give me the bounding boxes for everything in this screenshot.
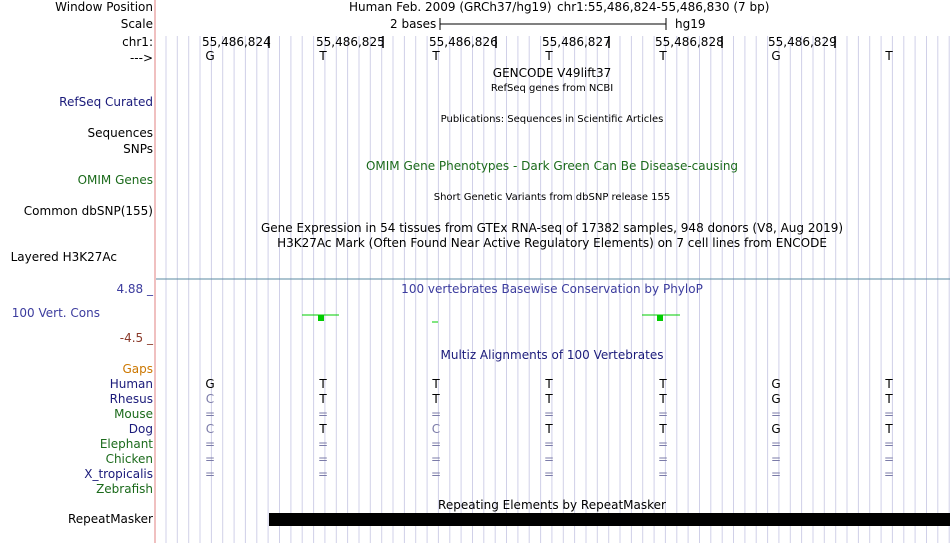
alignment-base: T [432,377,440,391]
sequence-base: T [659,49,667,63]
species-label[interactable]: Dog [128,422,153,436]
alignment-base: = [770,452,782,466]
gaps-track-label[interactable]: Gaps [122,362,153,376]
alignment-base: = [430,467,442,481]
alignment-base: T [659,392,667,406]
ruler-coordinate: 55,486,828 [655,35,724,49]
alignment-base: = [543,467,555,481]
alignment-base: = [317,407,329,421]
alignment-base: G [771,377,781,391]
species-label[interactable]: Human [109,377,153,391]
repeatmasker-element[interactable] [269,513,950,526]
repeatmasker-track-label[interactable]: RepeatMasker [67,512,153,526]
conservation-min-value: -4.5 _ [119,331,153,345]
alignment-base: = [883,437,895,451]
alignment-base: = [770,437,782,451]
alignment-base: = [883,452,895,466]
ruler-coordinate: 55,486,824 [202,35,271,49]
species-label[interactable]: Mouse [114,407,153,421]
alignment-base: = [317,452,329,466]
alignment-base: T [885,377,893,391]
alignment-base: T [885,392,893,406]
scale-bar [440,18,666,30]
sequences-track-label[interactable]: Sequences [87,126,153,140]
scale-label: Scale [120,17,153,31]
alignment-base: G [205,377,215,391]
species-label[interactable]: X_tropicalis [84,467,153,481]
species-label[interactable]: Zebrafish [96,482,153,496]
ruler-coordinate: 55,486,827 [542,35,611,49]
snps-track-label[interactable]: SNPs [123,142,153,156]
alignment-base: = [317,437,329,451]
alignment-base: = [430,452,442,466]
conservation-track-title[interactable]: 100 vertebrates Basewise Conservation by PhyloP [401,282,703,296]
alignment-base: C [205,422,215,436]
alignment-base: = [430,437,442,451]
alignment-base: G [771,392,781,406]
h3k27ac-track-title[interactable]: H3K27Ac Mark (Often Found Near Active Regulatory Elements) on 7 cell lines from ENCODE [277,236,827,250]
gencode-track-title[interactable]: GENCODE V49lift37 [492,66,612,80]
sequence-base: G [205,49,215,63]
multiz-track-title[interactable]: Multiz Alignments of 100 Vertebrates [440,348,664,362]
alignment-base: = [770,467,782,481]
alignment-base: T [319,422,327,436]
dbsnp-track-title[interactable]: Short Genetic Variants from dbSNP release 155 [433,192,671,203]
alignment-base: = [657,407,669,421]
alignment-base: = [657,437,669,451]
conservation-track-label[interactable]: 100 Vert. Cons [11,306,100,320]
alignment-base: = [657,467,669,481]
refseq-track-title[interactable]: RefSeq genes from NCBI [490,83,614,94]
alignment-base: = [657,452,669,466]
dbsnp-track-label[interactable]: Common dbSNP(155) [23,204,153,218]
alignment-base: C [431,422,441,436]
alignment-base: = [204,452,216,466]
sequence-base: T [885,49,893,63]
refseq-track-label[interactable]: RefSeq Curated [59,95,153,109]
alignment-base: T [659,422,667,436]
alignment-base: = [883,467,895,481]
alignment-base: C [205,392,215,406]
alignment-base: T [885,422,893,436]
h3k27ac-track-label[interactable]: Layered H3K27Ac [10,250,117,264]
alignment-base: = [543,452,555,466]
sequence-base: T [432,49,440,63]
repeatmasker-track-title[interactable]: Repeating Elements by RepeatMasker [438,498,666,512]
ruler-coordinate: 55,486,825 [316,35,385,49]
alignment-base: = [204,467,216,481]
alignment-base: = [770,407,782,421]
alignment-base: = [204,407,216,421]
alignment-base: = [543,437,555,451]
species-label[interactable]: Chicken [105,452,153,466]
window-position-label: Window Position [55,0,153,14]
position-readout: chr1:55,486,824-55,486,830 (7 bp) [557,0,770,14]
assembly-title: Human Feb. 2009 (GRCh37/hg19) [349,0,552,14]
species-label[interactable]: Rhesus [109,392,153,406]
alignment-base: T [319,392,327,406]
scale-text: 2 bases [390,17,437,31]
alignment-base: T [319,377,327,391]
omim-track-title[interactable]: OMIM Gene Phenotypes - Dark Green Can Be Disease-causing [365,159,739,173]
alignment-base: = [543,407,555,421]
alignment-base: T [432,392,440,406]
sequence-base: G [771,49,781,63]
alignment-base: T [659,377,667,391]
sequence-base: T [545,49,553,63]
alignment-base: = [317,467,329,481]
alignment-base: = [883,407,895,421]
alignment-base: T [545,377,553,391]
species-label[interactable]: Elephant [99,437,153,451]
alignment-base: T [545,422,553,436]
omim-track-label[interactable]: OMIM Genes [77,173,153,187]
alignment-base: T [545,392,553,406]
conservation-max-value: 4.88 _ [116,282,153,296]
alignment-base: = [430,407,442,421]
ruler-coordinate: 55,486,829 [768,35,837,49]
chr-label: chr1: [122,35,153,49]
publications-track-title[interactable]: Publications: Sequences in Scientific Articles [440,114,664,125]
sequence-base: T [319,49,327,63]
strand-label: ---> [129,51,153,65]
ruler-coordinate: 55,486,826 [429,35,498,49]
scale-assembly: hg19 [675,17,706,31]
alignment-base: G [771,422,781,436]
gtex-track-title[interactable]: Gene Expression in 54 tissues from GTEx RNA-seq of 17382 samples, 948 donors (V8, Aug 2019) [260,221,844,235]
alignment-base: = [204,437,216,451]
